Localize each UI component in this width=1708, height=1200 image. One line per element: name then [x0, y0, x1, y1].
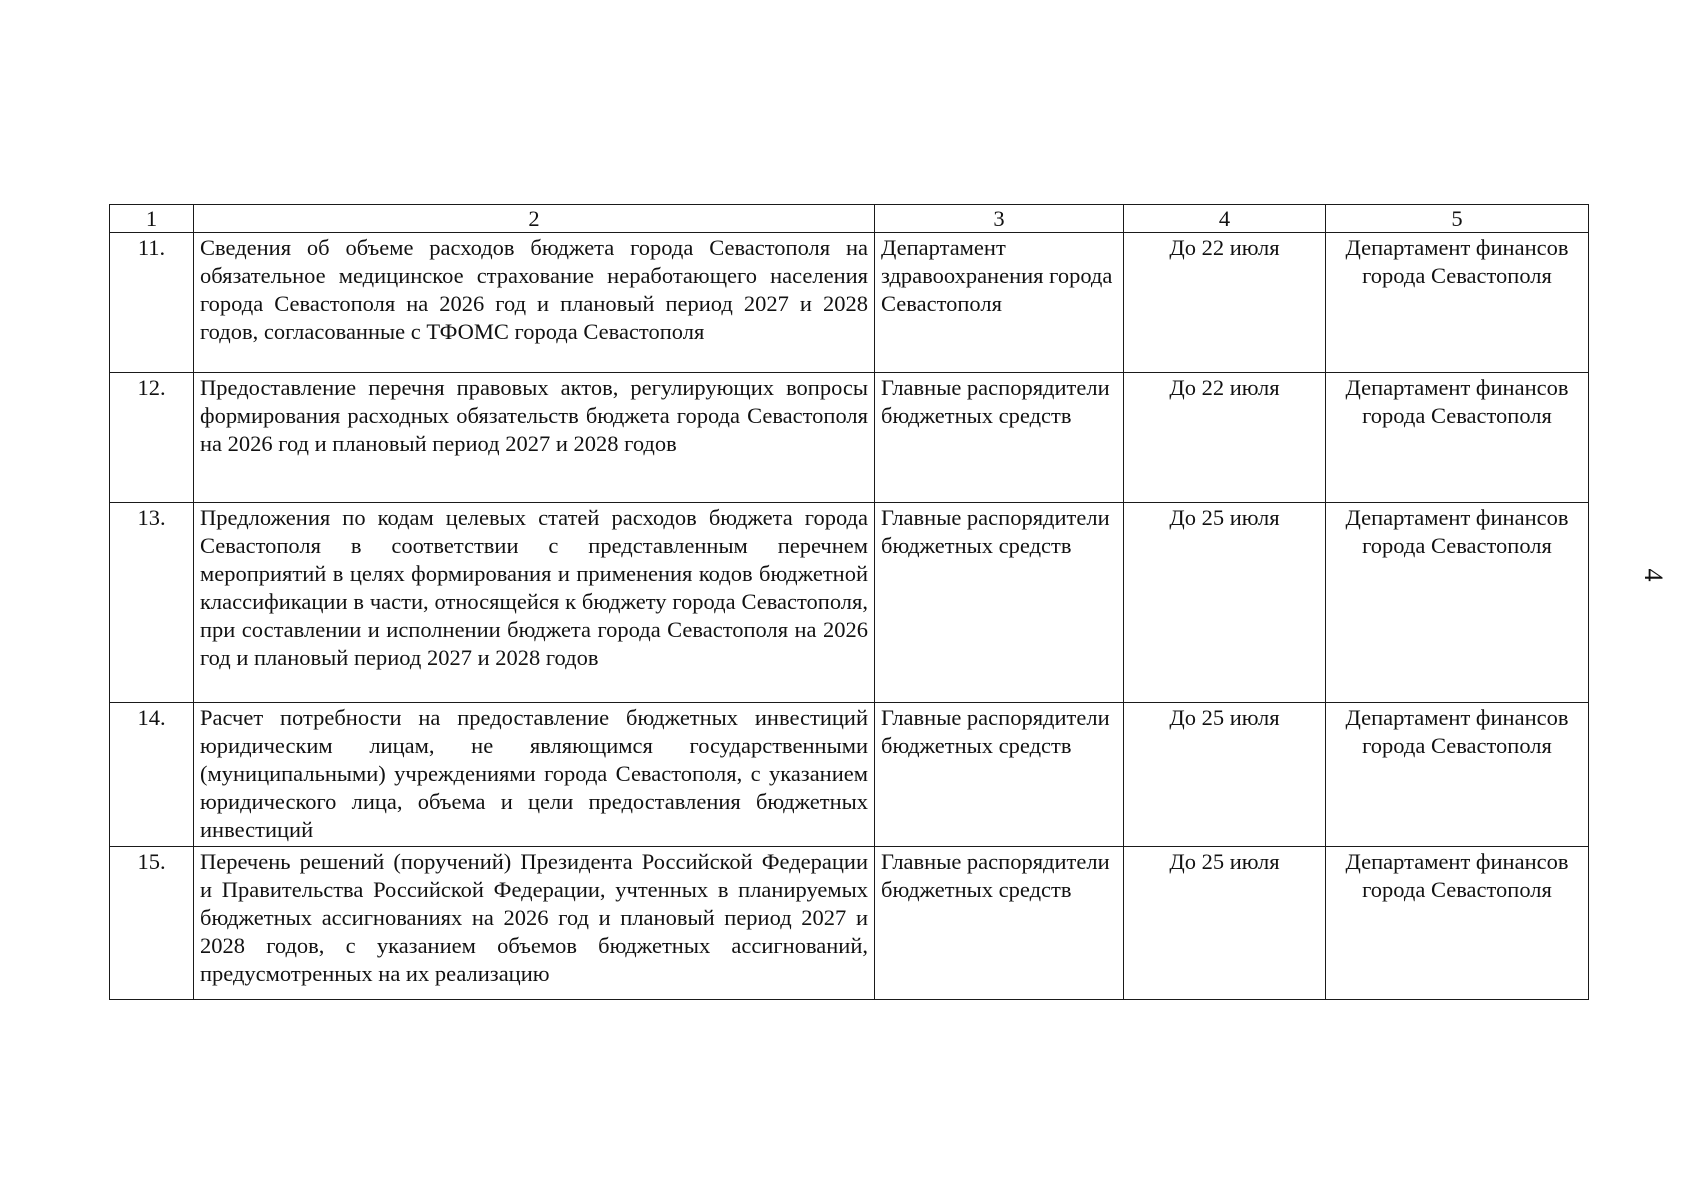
row-responsible: Главные распорядители бюджетных средств — [875, 703, 1124, 847]
table-row — [110, 703, 1589, 847]
row-deadline: До 22 июля — [1124, 233, 1326, 373]
row-deadline: До 25 июля — [1124, 703, 1326, 847]
column-header-4: 4 — [1124, 205, 1326, 233]
row-number: 15. — [110, 847, 194, 1000]
row-description: Предложения по кодам целевых статей расходов бюджета города Севастополя в соответствии с представленным перечнем мероприятий в целях формирования и применения кодов бюджетной классификации в части, относящейся к бюджету города Севастополя, при составлении и исполнении бюджета города Севастополя на 2026 год и плановый период 2027 и 2028 годов — [194, 503, 875, 703]
table-row — [110, 373, 1589, 503]
row-recipient: Департамент финансов города Севастополя — [1326, 847, 1589, 1000]
column-header-2: 2 — [194, 205, 875, 233]
column-header-5: 5 — [1326, 205, 1589, 233]
row-description: Предоставление перечня правовых актов, регулирующих вопросы формирования расходных обязательств бюджета города Севастополя на 2026 год и плановый период 2027 и 2028 годов — [194, 373, 875, 503]
row-responsible: Главные распорядители бюджетных средств — [875, 503, 1124, 703]
table-row — [110, 847, 1589, 1000]
table-row — [110, 503, 1589, 703]
row-description: Расчет потребности на предоставление бюджетных инвестиций юридическим лицам, не являющимся государственными (муниципальными) учреждениями города Севастополя, с указанием юридического лица, объема и цели предоставления бюджетных инвестиций — [194, 703, 875, 847]
row-number: 13. — [110, 503, 194, 703]
row-recipient: Департамент финансов города Севастополя — [1326, 703, 1589, 847]
row-deadline: До 25 июля — [1124, 503, 1326, 703]
row-deadline: До 25 июля — [1124, 847, 1326, 1000]
page-number: 4 — [1639, 568, 1668, 582]
table-row — [110, 233, 1589, 373]
table-header-row — [110, 205, 1589, 233]
row-description: Сведения об объеме расходов бюджета города Севастополя на обязательное медицинское страхование неработающего населения города Севастополя на 2026 год и плановый период 2027 и 2028 годов, согласованные с ТФОМС города Севастополя — [194, 233, 875, 373]
row-number: 11. — [110, 233, 194, 373]
column-header-3: 3 — [875, 205, 1124, 233]
schedule-table — [109, 204, 1589, 1000]
row-number: 14. — [110, 703, 194, 847]
row-responsible: Главные распорядители бюджетных средств — [875, 847, 1124, 1000]
row-recipient: Департамент финансов города Севастополя — [1326, 373, 1589, 503]
row-description: Перечень решений (поручений) Президента Российской Федерации и Правительства Российской Федерации, учтенных в планируемых бюджетных ассигнованиях на 2026 год и плановый период 2027 и 2028 годов, с указанием объемов бюджетных ассигнований, предусмотренных на их реализацию — [194, 847, 875, 1000]
row-responsible: Департамент здравоохранения города Севастополя — [875, 233, 1124, 373]
row-number: 12. — [110, 373, 194, 503]
row-recipient: Департамент финансов города Севастополя — [1326, 233, 1589, 373]
row-responsible: Главные распорядители бюджетных средств — [875, 373, 1124, 503]
column-header-1: 1 — [110, 205, 194, 233]
row-deadline: До 22 июля — [1124, 373, 1326, 503]
row-recipient: Департамент финансов города Севастополя — [1326, 503, 1589, 703]
